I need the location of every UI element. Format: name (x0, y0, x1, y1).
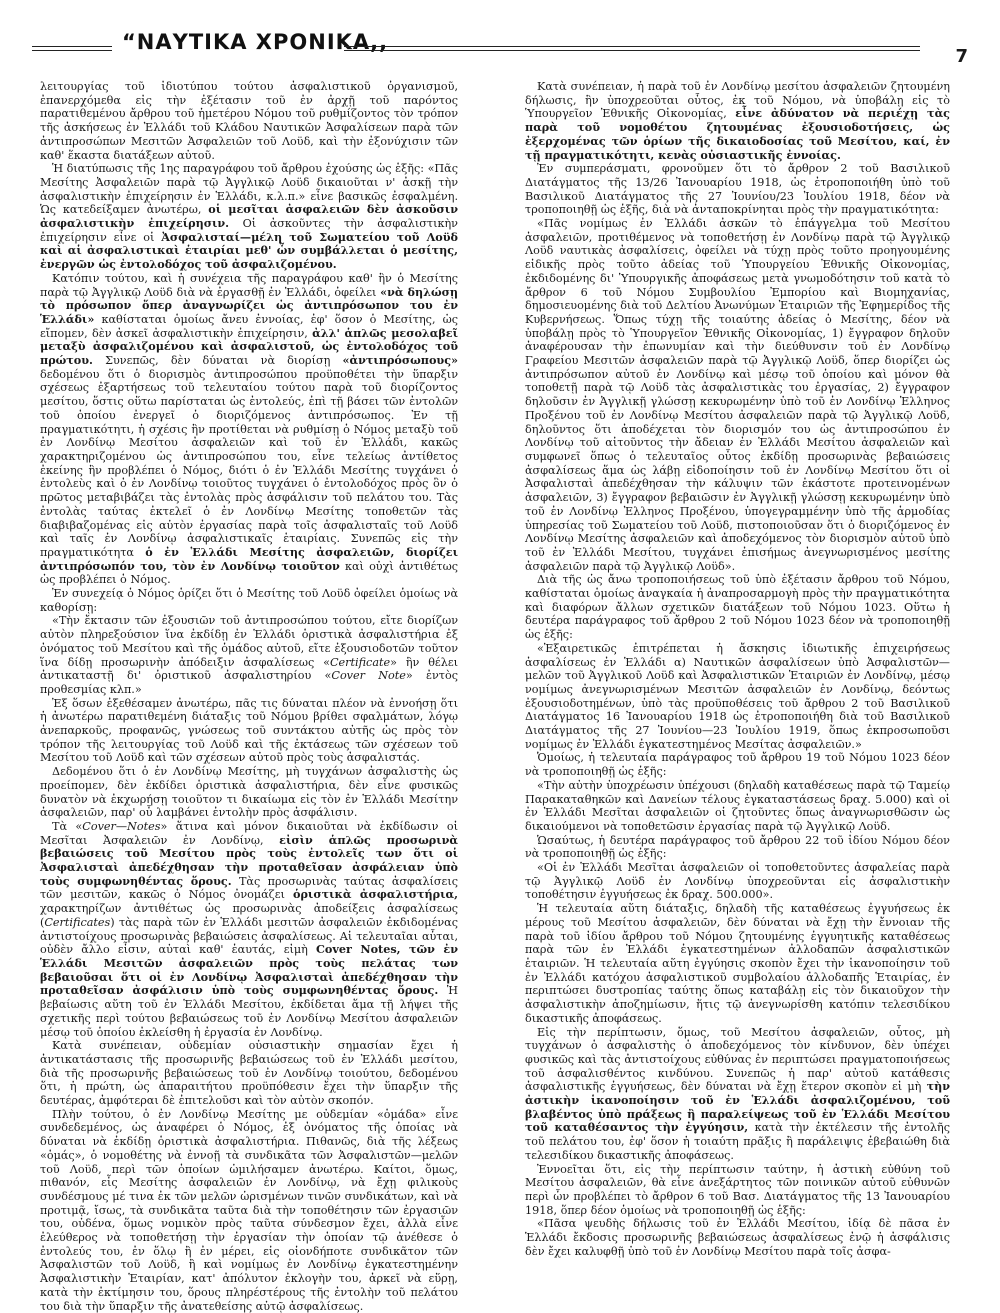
text-run: κατὰ τὴν ἐκτέλεσιν τῆς ἐντολῆς τοῦ πελάτου του, ἐφ' ὅσον ἡ τοιαύτη πρᾶξις ἢ παράλειψις ἐβεβαιώθη διὰ τελεσιδίκου δικαστικῆς ἀποφάσεως. (525, 1121, 950, 1162)
paragraph (40, 765, 458, 820)
bold-text: ὁ ἐν Ἑλλάδι Μεσίτης ἀσφαλειῶν, διορίζει ἀντιπρόσωπόν του, τὸν ἐν Λονδίνῳ τοιοῦτον (40, 544, 458, 573)
text-run: καθίσταται ὁμοίως ἄνευ ἐννοίας, ἐφ' ὅσον ὁ Μεσίτης, ὡς εἴπομεν, δὲν ἀσκεῖ ἀσφαλιστικὴν ἐπιχείρησιν, (40, 312, 458, 340)
paragraph (525, 217, 950, 573)
paragraph (525, 80, 950, 162)
text-run: «Πᾶσα ψευδὴς δήλωσις τοῦ ἐν Ἑλλάδι Μεσίτου, ἰδίᾳ δὲ πᾶσα ἐν Ἑλλάδι ἔκδοσις προσωρινῆς βεβαιώσεως ἀσφαλίσεως ἐνῷ ἡ ἀσφάλισις δὲν ἔχει καλυφθῇ ὑπὸ τοῦ ἐν Λονδίνῳ Μεσίτου παρὰ τοῖς ἀσφα- (525, 1217, 950, 1258)
text-run: Ἡ τελευταία αὕτη διάταξις, δηλαδὴ τῆς καταθέσεως ἐγγυήσεως ἐκ μέρους τοῦ Μεσίτου ἀσφαλειῶν, δὲν δύναται νὰ ἔχῃ τὴν ἔννοιαν τῆς παρὰ τοῦ ἰδίου ἄρθρου τοῦ Νόμου ζητουμένης ἐγγυητικῆς καταθέσεως παρὰ τῶν ἐν Ἑλλάδι ἐγκατεστημένων ἀλλοδαπῶν ἀσφαλιστικῶν ἑταιριῶν. Ἡ τελευταία αὕτη ἐγγύησις σκοπὸν ἔχει τὴν ἱκανοποίησιν τοῦ ἐν Ἑλλάδι κατόχου ἀσφαλιστικοῦ συμβολαίου ἀλλοδαπῆς Ἑταιρίας, ἐν περιπτώσει δυστροπίας ταύτης ὅπως καταβάλῃ εἰς τὸν δικαιοῦχον τὴν ἀσφαλιστικὴν ἀποζημίωσιν, ἥτις τῷ ἀνεγνωρίσθη κατόπιν τελεσιδίκου δικαστικῆς ἀποφάσεως. (525, 902, 950, 1025)
text-run: «Τὴν ἔκτασιν τῶν ἐξουσιῶν τοῦ ἀντιπροσώπου τούτου, εἴτε διορίζων αὐτὸν πληρεξούσιον ἵνα ἐκδίδῃ ἐν Ἑλλάδι ὁριστικὰ ἀσφαλιστήρια ἐξ ὀνόματος τοῦ Μεσίτου καὶ τῆς ὁμάδος αὐτοῦ, εἴτε ἐξουσιοδοτῶν τοῦτον ἵνα δίδῃ προσωρινὴν ἀπόδειξιν ἀσφαλίσεως « (40, 614, 458, 669)
paragraph (525, 1217, 950, 1258)
text-run: «Οἱ ἐν Ἑλλάδι Μεσῖται ἀσφαλειῶν οἱ τοποθετοῦντες ἀσφαλείας παρὰ τῷ Ἀγγλικῷ Λοϋδ ἐν Λονδίνῳ ὑποχρεοῦνται εἰς ἀσφαλιστικὴν τοποθέτησιν ἐγγυήσεως ἐκ δραχ. 500.000». (525, 861, 950, 902)
header-rule-right (344, 46, 920, 51)
bold-text: τὴν ἀστικὴν ἱκανοποίησιν τοῦ ἐν Ἑλλάδι ἀσφαλιζομένου, τοῦ βλαβέντος ὑπὸ πράξεως ἢ παραλείψεως τοῦ ἐν Ἑλλάδι Μεσίτου τοῦ καταθέσαντος τὴν ἐγγύησιν, (525, 1079, 950, 1135)
masthead-title: “ΝΑΥΤΙΚΑ ΧΡΟΝΙΚΑ,, (122, 30, 389, 54)
text-run: «Ἐξαιρετικῶς ἐπιτρέπεται ἡ ἄσκησις ἰδιωτικῆς ἐπιχειρήσεως ἀσφαλίσεως ἐν Ἑλλάδι α) Ναυτικῶν ἀσφαλίσεων ὑπὸ Ἀσφαλιστῶν—μελῶν τοῦ Ἀγγλικοῦ Λοϋδ καὶ Ἀσφαλιστικῶν Ἑταιριῶν ἐν Λονδίνῳ, μέσῳ νομίμως ἀνεγνωρισμένων Μεσιτῶν ἀσφαλειῶν ἐν Λονδίνῳ, δεόντως ἐξουσιοδοτημένων, ὑπὸ τὰς προϋποθέσεις τοῦ ἄρθρου 2 τοῦ Βασιλικοῦ Διατάγματος 16 Ἰανουαρίου 1918 ὡς ἐτροποποιήθη διὰ τοῦ Βασιλικοῦ Διατάγματος τῆς 27 Ἰουνίου—23 Ἰουλίου 1919, ὅπως ἐκπροσωποῦσι νομίμως ἐν Ἑλλάδι ἐγκατεστημένος Μεσίτας ἀσφαλειῶν.» (525, 641, 950, 751)
text-run: δεδομένου ὅτι ὁ διορισμὸς ἀντιπροσώπου προϋποθέτει τὴν ὕπαρξιν σχέσεως ἐξαρτήσεως τοῦ τελευταίου τούτου παρὰ τοῦ διορίζοντος μεσίτου, ὅστις οὕτω παρίσταται ὡς ἐντολεύς, ἐπὶ τῇ βάσει τῶν ἐντολῶν τοῦ ὁποίου ἐνεργεῖ ὁ διοριζόμενος ἀντιπρόσωπος. Ἐν τῇ πραγματικότητι, ἡ σχέσις ἣν προτίθεται νὰ ρυθμίσῃ ὁ Νόμος μεταξὺ τοῦ ἐν Λονδίνῳ Μεσίτου ἀσφαλειῶν καὶ τοῦ ἐν Ἑλλάδι, κακῶς χαρακτηριζομένου ὡς ἀντιπροσώπου του, εἶνε τελείως ἀντίθετος ἐκείνης ἣν προβλέπει ὁ Νόμος, διότι ὁ ἐν Ἑλλάδι Μεσίτης τυγχάνει ὁ ἐντολεὺς καὶ ὁ ἐν Λονδίνῳ τοιοῦτος τυγχάνει ὁ ἐντολοδόχος πρὸς ὃν ὁ πρῶτος μεταβιβάζει τὰς ἐντολὰς πρὸς ἀσφάλισιν τοῦ πελάτου του. Τὰς ἐντολὰς ταύτας ἐκτελεῖ ὁ ἐν Λονδίνῳ Μεσίτης τοποθετῶν τὰς διαβιβαζομένας εἰς αὐτὸν ἐργασίας παρὰ τοῖς ἀσφαλισταῖς τοῦ Λοϋδ καὶ ταῖς ἐν Λονδίνῳ ἀσφαλιστικαῖς ἑταιρίαις. Συνεπῶς εἰς τὴν πραγματικότητα (40, 367, 458, 559)
bold-text: εἶνε ἀδύνατον νὰ περιέχῃ τὰς παρὰ τοῦ νομοθέτου ζητουμένας ἐξουσιοδοτήσεις, ὡς ἐξερχομένας τῶν ὁρίων τῆς δικαιοδοσίας τοῦ Μεσίτου, καί, ἐν τῇ πραγματικότητι, κενὰς οὐσιαστικῆς ἐννοίας. (525, 106, 950, 162)
paragraph (40, 587, 458, 614)
text-run: «Πᾶς νομίμως ἐν Ἑλλάδι ἀσκῶν τὸ ἐπάγγελμα τοῦ Μεσίτου ἀσφαλειῶν, προτιθέμενος νὰ τοποθετήσῃ ἐν Λονδίνῳ παρὰ τῷ Ἀγγλικῷ Λοϋδ ναυτικὰς ἀσφαλίσεις, ὀφείλει νὰ τύχῃ πρὸς τοῦτο προηγουμένης εἰδικῆς πρὸς τοῦτο ἀδείας τοῦ Ὑπουργείου Ἐθνικῆς Οἰκονομίας, ἐκδιδομένης δι' Ὑπουργικῆς ἀποφάσεως μετὰ γνωμοδότησιν τοῦ κατὰ τὸ ἄρθρον 6 τοῦ Νόμου Συμβουλίου Ἐμπορίου καὶ Βιομηχανίας, δημοσιευομένης διὰ τοῦ Δελτίου Ἀνωνύμων Ἑταιριῶν τῆς Ἐφημερίδος τῆς Κυβερνήσεως. Ὅπως τύχῃ τῆς τοιαύτης ἀδείας ὁ Μεσίτης, δέον νὰ ὑποβάλῃ πρὸς τὸ Ὑπουργεῖον Ἐθνικῆς Οἰκονομίας, 1) ἔγγραφον δηλοῦν ἀναφέρουσαν τὴν ἐπωνυμίαν καὶ τὴν διεύθυνσιν τοῦ ἐν Λονδίνῳ Γραφείου Μεσιτῶν ἀσφαλειῶν παρὰ τῷ Ἀγγλικῷ Λοϋδ, ὅπερ διορίζει ὡς ἀντιπρόσωπον αὐτοῦ ἐν Λονδίνῳ καὶ μέσῳ τοῦ ὁποίου καὶ μόνον θὰ τοποθετῇ παρὰ τῷ Λοϋδ τὰς ἀσφαλιστικὰς του ἐργασίας, 2) ἔγγραφον δηλοῦσιν ἐν Ἀγγλικῇ γλώσσῃ κεκυρωμένην ὑπὸ τοῦ ἐν Λονδίνῳ Ἑλληνος Προξένου τοῦ ἐν Λονδίνῳ Μεσίτου ἀσφαλειῶν παρὰ τῷ Ἀγγλικῷ Λοϋδ, δηλοῦντος ὅτι ἀποδέχεται τὸν διορισμόν του ὡς ἀντιπροσώπου ἐν Λονδίνῳ τοῦ αἰτοῦντος τὴν ἄδειαν ἐν Ἑλλάδι Μεσίτου ἀσφαλειῶν καὶ συμφωνεῖ ὅπως ὁ τελευταῖος οὗτος ἐκδίδῃ προσωρινὰς βεβαιώσεις ἀσφαλίσεως ἅμα ὡς λάβῃ εἰδοποίησιν τοῦ ἐν Λονδίνῳ Μεσίτου ὅτι οἱ Ἀσφαλισταὶ ἀπεδέχθησαν τὴν κάλυψιν τῶν ἑκάστοτε προτεινομένων ἀσφαλειῶν, 3) ἔγγραφον βεβαιῶσιν ἐν Ἀγγλικῇ γλώσσῃ κεκυρωμένην ὑπὸ τοῦ ἐν Λονδίνῳ Ἑλληνος Προξένου, ὑπογεγραμμένην ὑπὸ τῆς ἁρμοδίας ὑπηρεσίας τοῦ Σωματείου τοῦ Λοϋδ, πιστοποιοῦσαν ὅτι ὁ διοριζόμενος ἐν Λονδίνῳ Μεσίτης ἀσφαλειῶν καὶ ἀποδεχόμενος τὸν διορισμὸν αὐτοῦ ὑπὸ τοῦ ἐν Ἑλλάδι Μεσίτου, τυγχάνει ἐπισήμως ἀνεγνωρισμένος μεσίτης ἀσφαλειῶν παρὰ τῷ Ἀγγλικῷ Λοϋδ». (525, 217, 950, 573)
page-number: 7 (955, 46, 968, 67)
text-run: «Τὴν αὐτὴν ὑποχρέωσιν ὑπέχουσι (δηλαδὴ καταθέσεως παρὰ τῷ Ταμείῳ Παρακαταθηκῶν καὶ Δανείων τέλους ἐγκαταστάσεως δραχ. 5.000) καὶ οἱ ἐν Ἑλλάδι Μεσῖται ἀσφαλειῶν οἱ ζητοῦντες ὅπως ἀναγνωρισθῶσιν ὡς δικαιούμενοι νὰ τοποθετῶσιν ἐργασίας παρὰ τῷ Ἀγγλικῷ Λοϋδ. (525, 778, 950, 833)
bold-text: ὁριστικὰ ἀσφαλιστήρια, (293, 887, 459, 902)
text-run: ) τὰς παρὰ τῶν ἐν Ἑλλάδι μεσιτῶν ἀσφαλειῶν ἐκδιδομένας ἀντιστοίχους προσωρινὰς βεβαιώσεις ἀσφαλίσεως. Αἱ τελευταῖαι αὗται, οὐδὲν ἄλλο εἶσιν, αὐταὶ καθ' ἑαυτάς, εἰμὴ (40, 915, 458, 957)
text-run: Ὡσαύτως, ἡ δευτέρα παράγραφος τοῦ ἄρθρου 22 τοῦ ἰδίου Νόμου δέον νὰ τροποποιηθῇ ὡς ἑξῆς: (525, 833, 950, 861)
bold-text: «νὰ δηλώσῃ τὸ πρόσωπον ὅπερ ἀναγνωρίζει ὡς ἀντιπρόσωπον του ἐν Ἑλλάδι» (40, 284, 458, 326)
paragraph (525, 751, 950, 778)
bold-text: Cover Notes, τῶν ἐν Ἑλλάδι Μεσιτῶν ἀσφαλειῶν πρὸς τοὺς πελάτας των βεβαιοῦσαι ὅτι οἱ ἐν Λονδίνῳ Ἀσφαλισταὶ ἀπεδέχθησαν τὴν προταθεῖσαν ἀσφάλισιν ὑπὸ τοὺς συμφωνηθέντας ὅρους. (40, 942, 458, 998)
text-run: Ἐξ ὅσων ἐξεθέσαμεν ἀνωτέρω, πᾶς τις δύναται πλέον νὰ ἐννοήσῃ ὅτι ἡ ἀνωτέρω παρατιθεμένη διάταξις τοῦ Νόμου βρίθει σφαλμάτων, λόγῳ ἀνεπαρκοῦς, προφανῶς, γνώσεως τοῦ συντάκτου αὐτῆς ὡς πρὸς τὸν τρόπον τῆς λειτουργίας τοῦ Λοϋδ καὶ τῆς ἐκτάσεως τῶν σχέσεων τοῦ Μεσίτου τοῦ Λοϋδ καὶ τῶν σχέσεων αὐτοῦ πρὸς τοὺς ἀσφαλιστάς. (40, 696, 458, 765)
bold-text: Ἀσφαλισταί—μέλη τοῦ Σωματείου τοῦ Λοϋδ καὶ αἱ ἀσφαλιστικαὶ ἑταιρίαι μεθ' ὧν συμβάλλεται ὁ μεσίτης, ἐνεργῶν ὡς ἐντολοδόχος τοῦ ἀσφαλιζομένου. (40, 229, 458, 272)
text-run: Ἐν συνεχείᾳ ὁ Νόμος ὁρίζει ὅτι ὁ Μεσίτης τοῦ Λοϋδ ὀφείλει ὁμοίως νὰ καθορίσῃ: (40, 587, 458, 614)
paragraph (525, 834, 950, 861)
text-run: Πλὴν τούτου, ὁ ἐν Λονδίνῳ Μεσίτης με οὐδεμίαν «ὁμάδα» εἶνε συνδεδεμένος, ὡς ἀναφέρει ὁ Νόμος, ἐξ ὀνόματος τῆς ὁποίας νὰ δύναται νὰ ἐκδίδῃ ὁριστικὰ ἀσφαλιστήρια. Πιθανῶς, διὰ τῆς λέξεως «ὁμάς», ὁ νομοθέτης νὰ ἐννοῇ τὰ συνδικᾶτα τῶν Ἀσφαλιστῶν—μελῶν τοῦ Λοϋδ, περὶ τῶν ὁποίων ὡμιλήσαμεν ἀνωτέρω. Καίτοι, ὅμως, πιθανόν, εἷς Μεσίτης ἀσφαλειῶν ἐν Λονδίνῳ, νὰ ἔχῃ φιλικοὺς συνδέσμους μέ τινα ἐκ τῶν μελῶν ὡρισμένων τινῶν συνδικάτων, καὶ νὰ προτιμᾷ, ἴσως, τὰ συνδικᾶτα ταῦτα διὰ τὴν τοποθέτησιν τῶν ἐργασιῶν του, οὐδένα, ὅμως νομικὸν πρὸς ταῦτα σύνδεσμον ἔχει, ἀλλὰ εἶνε ἐλεύθερος νὰ τοποθετήσῃ τὴν ἐργασίαν τὴν ὁποίαν τῷ ἀνέθεσε ὁ ἐντολεύς του, ἐν ὅλῳ ἢ ἐν μέρει, εἰς οἱονδήποτε συνδικᾶτον τῶν Ἀσφαλιστῶν τοῦ Λοϋδ, ἢ καὶ νομίμως ἐν Λονδίνῳ ἐγκατεστημένην Ἀσφαλιστικὴν Ἑταιρίαν, κατ' ἀπόλυτον ἐκλογὴν του, ἀρκεῖ νὰ εὕρῃ, κατὰ τὴν ἐκτίμησιν του, ὅρους πληρέστέρους τῆς ἐντολὴν τοῦ πελάτου του διὰ τὴν ὕπαρξιν τῆς ἀνατεθείσης αὐτῷ ἀσφαλίσεως. (40, 1107, 458, 1313)
bold-text: οἱ μεσῖται ἀσφαλειῶν δὲν ἀσκοῦσιν ἀσφαλιστικὴν ἐπιχείρησιν. (40, 202, 458, 231)
text-run: » ἣν θέλει ἀντικαταστῇ δι' ὁριστικοῦ ἀσφαλιστηρίου « (40, 655, 458, 683)
text-run: Διὰ τῆς ὡς ἄνω τροποποιήσεως τοῦ ὑπὸ ἐξέτασιν ἄρθρου τοῦ Νόμου, καθίσταται ὁμοίως ἀναγκαία ἡ ἀναπροσαρμογὴ πρὸς τὴν πραγματικότητα καὶ διαφόρων ἄλλων σχετικῶν διατάξεων τοῦ Νόμου 1023. Οὕτω ἡ δευτέρα παράγραφος τοῦ ἄρθρου 2 τοῦ Νόμου 1023 δέον νὰ τροποποιηθῇ ὡς ἑξῆς: (525, 573, 950, 642)
paragraph (525, 902, 950, 1025)
paragraph (525, 573, 950, 642)
left-column (40, 80, 459, 1313)
paragraph (40, 1039, 458, 1108)
text-run: Κατόπιν τούτου, καὶ ἡ συνέχεια τῆς παραγράφου καθ' ἣν ὁ Μεσίτης παρὰ τῷ Ἀγγλικῷ Λοϋδ διὰ νὰ ἐργασθῇ ἐν Ἑλλάδι, ὀφείλει (40, 271, 458, 299)
text-run: Ἡ βεβαίωσις αὕτη τοῦ ἐν Ἑλλάδι Μεσίτου, ἐκδίδεται ἅμα τῇ λήψει τῆς σχετικῆς περὶ τούτου βεβαιώσεως τοῦ ἐν Λονδίνῳ Μεσίτου ἀσφαλειῶν μέσῳ τοῦ ὁποίου ἐκλείσθη ἡ ἐργασία ἐν Λονδίνῳ. (40, 984, 458, 1039)
paragraph (40, 80, 458, 162)
text-run: Οἱ ἀσκοῦντες τὴν ἀσφαλιστικὴν ἐπιχείρησιν εἶνε οἱ (40, 217, 458, 244)
bold-text: εἰσὶν ἁπλῶς προσωρινὰ βεβαιώσεις τοῦ Μεσίτου πρὸς τοὺς ἐντολεῖς των ὅτι οἱ Ἀσφαλισταὶ ἀπεδέχθησαν τὴν προταθεῖσαν ἀσφάλειαν ὑπὸ τοὺς συμφωνηθέντας ὅρους. (40, 832, 458, 888)
bold-text: «ἀντιπρόσωπους» (342, 353, 458, 368)
paragraph (40, 697, 458, 766)
paragraph (40, 162, 458, 272)
text-run: Ἐν συμπεράσματι, φρονοῦμεν ὅτι τὸ ἄρθρον 2 τοῦ Βασιλικοῦ Διατάγματος τῆς 13/26 Ἰανουαρίου 1918, ὡς ἐτροποποιήθη ὑπὸ τοῦ Βασιλικοῦ Διατάγματος τῆς 27 Ἰουνίου/23 Ἰουλίου 1918, δέον νὰ τροποποιηθῇ ὡς ἑξῆς, διὰ νὰ ἀνταποκρίνηται πρὸς τὴν πραγματικότητα: (525, 162, 950, 217)
text-run: Ἐννοεῖται ὅτι, εἰς τὴν περίπτωσιν ταύτην, ἡ ἀστικὴ εὐθύνη τοῦ Μεσίτου ἀσφαλειῶν, θὰ εἶνε ἀνεξάρτητος τῶν ποινικῶν αὐτοῦ εὐθυνῶν περὶ ὧν προβλέπει τὸ ἄρθρον 6 τοῦ Βασ. Διατάγματος τῆς 13 Ἰανουαρίου 1918, ὅπερ δέον ὁμοίως νὰ τροποποιηθῇ ὡς ἑξῆς: (525, 1162, 950, 1217)
text-run: Ἡ διατύπωσις τῆς 1ης παραγράφου τοῦ ἄρθρου ἐχούσης ὡς ἑξῆς: «Πᾶς Μεσίτης Ἀσφαλειῶν παρὰ τῷ Ἀγγλικῷ Λοϋδ δικαιοῦται ν' ἀσκῇ τὴν ἀσφαλιστικὴν ἐπιχείρησιν ἐν Ἑλλάδι, κ.λ.π.» εἶνε βασικῶς ἐσφαλμένη. Ὡς κατεδείξαμεν ἀνωτέρω, (40, 162, 458, 217)
text-run: Τὰ « (52, 819, 83, 833)
paragraph (525, 162, 950, 217)
paragraph (525, 779, 950, 834)
paragraph (525, 1026, 950, 1163)
paragraph (40, 820, 458, 1039)
header-rule-left (32, 46, 112, 51)
italic-text: Certificates (44, 915, 111, 929)
right-column (525, 80, 950, 1260)
bold-text: ἀλλ' ἁπλῶς μεσολαβεῖ μεταξὺ ἀσφαλιζομένου καὶ ἀσφαλιστοῦ, ὡς ἐντολοδόχος τοῦ πρώτου. (40, 325, 459, 368)
page-header (32, 30, 968, 70)
text-run: » ἅτινα καὶ μόνον δικαιοῦται νὰ ἐκδίδωσιν οἱ Μεσῖται Ἀσφαλειῶν ἐν Λονδίνῳ, (40, 819, 458, 847)
paragraph (525, 1163, 950, 1218)
paragraph (40, 272, 458, 587)
text-run: » ἐντὸς προθεσμίας κλπ.» (40, 669, 458, 696)
italic-text: Cover—Notes (82, 819, 161, 833)
italic-text: Cover Note (331, 669, 406, 683)
text-run: Δεδομένου ὅτι ὁ ἐν Λονδίνῳ Μεσίτης, μὴ τυγχάνων ἀσφαλιστὴς ὡς προείπομεν, δὲν ἐκδίδει ὁριστικὰ ἀσφαλιστήρια, δὲν εἶνε φυσικῶς δυνατὸν νὰ ἐκχωρήσῃ τοιοῦτον τι δικαίωμα εἰς τὸν ἐν Ἑλλάδι Μεσίτην ἀσφαλειῶν, παρ' οὗ λαμβάνει ἐντολὴν πρὸς ἀσφάλισιν. (40, 765, 458, 820)
text-run: καὶ οὐχὶ ἀντιθέτως ὡς προβλέπει ὁ Νόμος. (40, 559, 458, 587)
text-run: λειτουργίας τοῦ ἰδιοτύπου τούτου ἀσφαλιστικοῦ ὀργανισμοῦ, ἐπανερχόμεθα εἰς τὴν ἐξέτασιν τοῦ ἐν ἀρχῇ τοῦ παρόντος παρατιθεμένου ἄρθρου τοῦ ἡμετέρου Νόμου τοῦ ρυθμίζοντος τὸν τρόπον τῆς ἀσκήσεως ἐν Ἑλλάδι τοῦ Κλάδου Ναυτικῶν Ἀσφαλίσεων παρὰ τῶν ἀντιπροσώπων Μεσιτῶν Ἀσφαλειῶν τοῦ Λοϋδ, καὶ τὴν ἐξονύχισιν τῶν καθ' ἕκαστα διατάξεων αὐτοῦ. (40, 80, 458, 162)
text-run: Εἰς τὴν περίπτωσιν, ὅμως, τοῦ Μεσίτου ἀσφαλειῶν, οὗτος, μὴ τυγχάνων ὁ ἀσφαλιστὴς ὁ ἀποδεχόμενος τὸν κίνδυνον, δὲν ὑπέχει φυσικῶς καὶ τὰς ἀντιστοίχους εὐθύνας ἐν περιπτώσει πραγματοποιήσεως τοῦ ἀσφαλισθέντος κινδύνου. Συνεπῶς ἡ παρ' αὐτοῦ κατάθεσις ἀσφαλιστικῆς ἐγγυήσεως, δὲν δύναται νὰ ἔχῃ ἕτερον σκοπὸν εἰ μὴ (525, 1025, 950, 1094)
text-run: Συνεπῶς, δὲν δύναται νὰ διορίσῃ (92, 354, 343, 368)
italic-text: Certificate (329, 655, 391, 669)
text-run: Κατὰ συνέπειαν, ἡ παρὰ τοῦ ἐν Λονδίνῳ μεσίτου ἀσφαλειῶν ζητουμένη δήλωσις, ἣν ὑποχρεοῦται οὗτος, ἐκ τοῦ Νόμου, νὰ ὑποβάλῃ εἰς τὸ Ὑπουργεῖον Ἐθνικῆς Οἰκονομίας, (525, 80, 950, 121)
paragraph (525, 861, 950, 902)
paragraph (40, 614, 458, 696)
paragraph (525, 642, 950, 752)
paragraph (40, 1108, 458, 1313)
text-run: χαρακτηρίζων ἀντιθέτως ὡς προσωρινὰς ἀποδείξεις ἀσφαλίσεως ( (40, 902, 458, 929)
text-run: Τὰς προσωρινὰς ταύτας ἀσφαλίσεις τῶν μεσιτῶν, κακῶς ὁ Νόμος ὀνομάζει (40, 874, 459, 902)
text-run: Κατὰ συνέπειαν, οὐδεμίαν οὐσιαστικὴν σημασίαν ἔχει ἡ ἀντικατάστασις τῆς προσωρινῆς βεβαιώσεως τοῦ ἐν Ἑλλάδι μεσίτου, διὰ τῆς προσωρινῆς βεβαιώσεως τοῦ ἐν Λονδίνῳ τοιούτου, δεδομένου ὅτι, ἡ πρώτη, ὡς ἀπαραιτήτου προϋπόθεσιν ἔχει τὴν ὕπαρξιν τῆς δευτέρας, ἀμφότεραι δὲ ἐπιτελοῦσι καὶ τὸν αὐτὸν σκοπόν. (40, 1039, 458, 1108)
text-run: Ὁμοίως, ἡ τελευταία παράγραφος τοῦ ἄρθρου 19 τοῦ Νόμου 1023 δέον νὰ τροποποιηθῇ ὡς ἑξῆς: (525, 751, 950, 779)
